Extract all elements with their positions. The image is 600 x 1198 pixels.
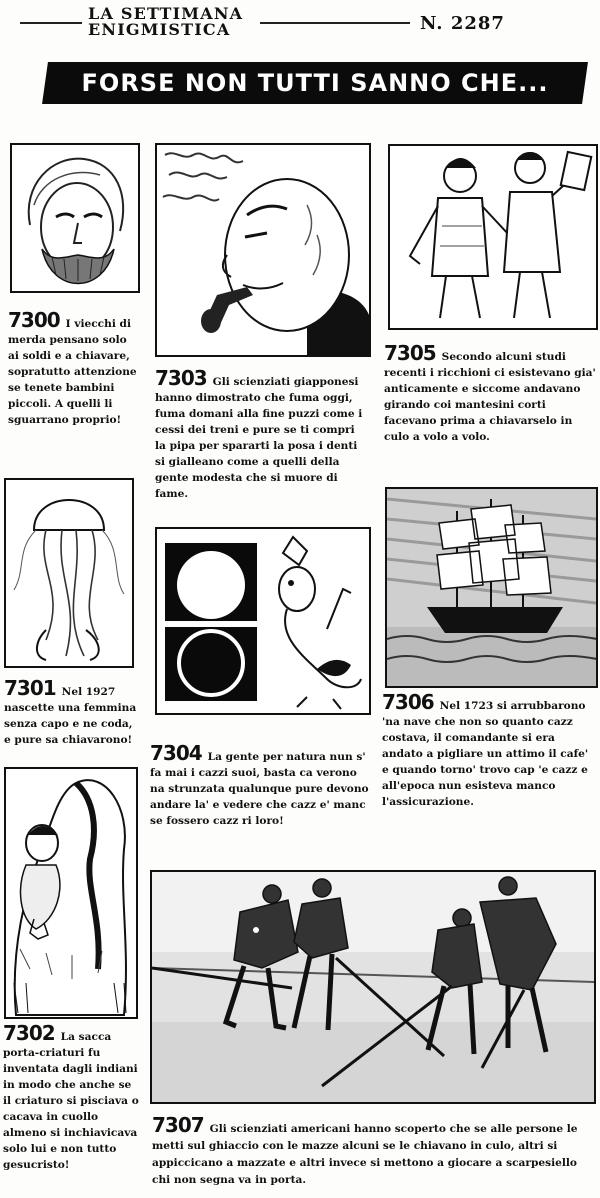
illustration-pipe-smoker	[155, 143, 371, 357]
masthead-title	[88, 6, 243, 38]
caption-7302	[3, 1021, 143, 1173]
illustration-circles-cartoon	[155, 527, 371, 715]
item-text-7307: Gli scienziati americani hanno scoperto che se alle persone le metti sul ghiaccio con le mazze alcuni se le chiavano in culo, altri si appiccicano a mazzate e altri invece si mettono a giocare a scarpesiello chi non segna va in porta.	[152, 1123, 578, 1186]
item-number-7300: 7300	[8, 308, 60, 332]
circles-cartoon-drawing	[157, 529, 369, 713]
illustration-jellyfish	[4, 478, 134, 668]
caption-7301	[4, 676, 140, 748]
item-text-7303: Gli scienziati giapponesi hanno dimostrato che fuma oggi, fuma domani alla fine puzzi come i cessi dei treni e pure se ti compri la pipa per spararti la posa i denti si gialleano come a quelli della gente modesta che si muore di fame.	[155, 376, 363, 500]
caption-7303	[155, 366, 367, 502]
masthead-rule-left	[20, 22, 82, 24]
illustration-mother-child	[4, 767, 138, 1019]
caption-7300	[8, 308, 138, 428]
old-man-drawing	[12, 145, 138, 291]
sailing-ship-drawing	[387, 489, 596, 686]
item-number-7304: 7304	[150, 741, 202, 765]
ice-hockey-drawing	[152, 872, 594, 1102]
jellyfish-drawing	[6, 480, 132, 666]
masthead-title-line2: ENIGMISTICA	[88, 20, 231, 39]
caption-7304	[150, 741, 372, 829]
photo-ice-hockey	[150, 870, 596, 1104]
item-number-7303: 7303	[155, 366, 207, 390]
illustration-sailing-ship	[385, 487, 598, 688]
item-text-7306: Nel 1723 si arrubbarono 'na nave che non so quanto cazz costava, il comandante si era andato a pigliare un attimo il cafe' e quando torno' trovo cap 'e cazz e all'epoca nun esisteva manco l'assicurazione.	[382, 700, 589, 808]
two-men-drawing	[390, 146, 596, 328]
caption-7305	[384, 341, 598, 445]
masthead	[20, 6, 590, 44]
item-number-7302: 7302	[3, 1021, 55, 1045]
item-number-7306: 7306	[382, 690, 434, 714]
illustration-old-man	[10, 143, 140, 293]
caption-7307	[152, 1113, 592, 1189]
item-number-7301: 7301	[4, 676, 56, 700]
item-text-7304: La gente per natura nun s' fa mai i cazzi suoi, basta ca verono na strunzata qualunque pure devono andare la' e vedere che cazz e' manc se fossero cazz ri loro!	[150, 751, 369, 827]
banner-title: FORSE NON TUTTI SANNO CHE...	[81, 69, 549, 97]
mother-child-drawing	[6, 769, 136, 1017]
item-number-7307: 7307	[152, 1113, 204, 1137]
pipe-smoker-drawing	[157, 145, 369, 355]
item-number-7305: 7305	[384, 341, 436, 365]
item-text-7301: Nel 1927 nascette una femmina senza capo e ne coda, e pure sa chiavarono!	[4, 686, 137, 746]
masthead-rule-right	[260, 22, 410, 24]
illustration-two-men	[388, 144, 598, 330]
item-text-7302: La sacca porta-criaturi fu inventata dagli indiani in modo che anche se il criaturo si pisciava o cacava in cuollo almeno si inchiavicava solo lui e non tutto gesucristo!	[3, 1031, 139, 1171]
issue-number: N. 2287	[420, 13, 505, 34]
masthead-title-line1: LA SETTIMANA	[88, 4, 244, 23]
item-text-7300: I viecchi di merda pensano solo ai soldi e a chiavare, sopratutto attenzione se tenete bambini piccoli. A quelli li sguarrano proprio!	[8, 318, 137, 426]
item-text-7305: Secondo alcuni studi recenti i ricchioni ci esistevano gia' anticamente e siccome andavano girando coi mantesini corti facevano prima a chiavarselo in culo a volo a volo.	[384, 351, 596, 443]
caption-7306	[382, 690, 596, 810]
